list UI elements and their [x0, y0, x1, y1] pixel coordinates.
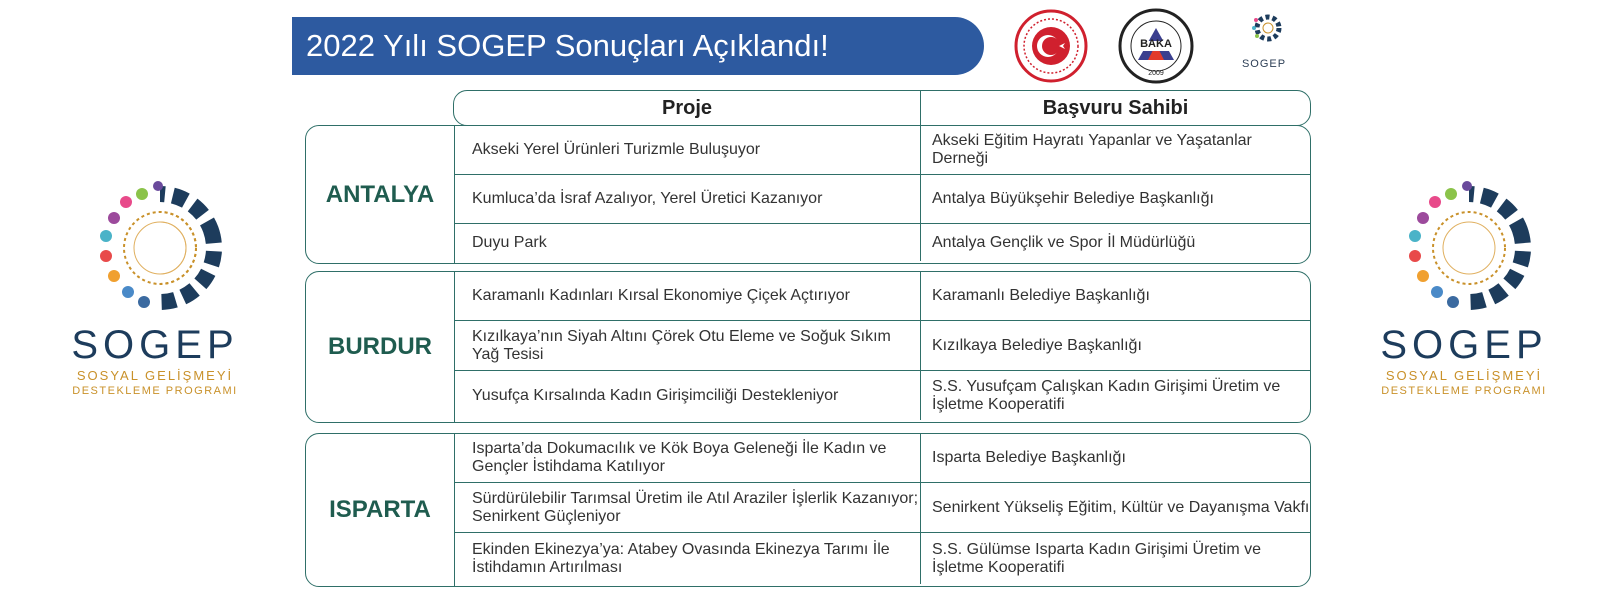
- table-row: [455, 175, 1310, 224]
- project-cell: Kumluca’da İsraf Azalıyor, Yerel Üretici Kazanıyor: [455, 175, 921, 223]
- column-header-sahip: Başvuru Sahibi: [1042, 97, 1189, 119]
- applicant-cell: Kızılkaya Belediye Başkanlığı: [932, 336, 1142, 354]
- table-row: [455, 321, 1310, 371]
- project-cell: Sürdürülebilir Tarımsal Üretim ile Atıl Araziler İşlerlik Kazanıyor; Senirkent Güçleniyor: [455, 483, 921, 532]
- region-group: [305, 433, 1311, 587]
- baka-logo: [1108, 8, 1204, 84]
- baka-year: 2009: [1148, 70, 1164, 77]
- project-cell: Ekinden Ekinezya’ya: Atabey Ovasında Ekinezya Tarımı İle İstihdamın Artırılması: [455, 533, 921, 584]
- applicant-cell: S.S. Yusufçam Çalışkan Kadın Girişimi Üretim ve İşletme Kooperatifi: [932, 377, 1281, 413]
- project-cell: Karamanlı Kadınları Kırsal Ekonomiye Çiçek Açtırıyor: [455, 272, 921, 320]
- table-row: [455, 483, 1310, 533]
- applicant-cell: Senirkent Yükseliş Eğitim, Kültür ve Dayanışma Vakfı: [932, 498, 1310, 516]
- sogep-small-label: SOGEP: [1241, 58, 1287, 70]
- baka-text: BAKA: [1140, 38, 1172, 50]
- sogep-logo-left: [40, 180, 270, 397]
- applicant-cell: Karamanlı Belediye Başkanlığı: [932, 287, 1150, 304]
- title-banner: [292, 17, 984, 75]
- sogep-sub1-left: SOSYAL GELİŞMEYİ: [76, 368, 234, 383]
- table-row: [455, 126, 1310, 175]
- sogep-gear-icon: [1389, 180, 1539, 320]
- column-header-proje: Proje: [454, 91, 921, 125]
- project-cell: Yusufça Kırsalında Kadın Girişimciliği Destekleniyor: [455, 371, 921, 420]
- sogep-brand-right: SOGEP: [1380, 323, 1548, 367]
- region-label: BURDUR: [306, 272, 455, 422]
- sogep-sub2-right: DESTEKLEME PROGRAMI: [1381, 385, 1547, 397]
- table-header: [453, 90, 1311, 126]
- project-cell: Akseki Yerel Ürünleri Turizmle Buluşuyor: [455, 126, 921, 174]
- table-row: [455, 533, 1310, 584]
- applicant-cell: Antalya Gençlik ve Spor İl Müdürlüğü: [932, 233, 1196, 251]
- table-row: [455, 371, 1310, 420]
- sogep-sub1-right: SOSYAL GELİŞMEYİ: [1385, 368, 1543, 383]
- region-group: [305, 125, 1311, 264]
- applicant-cell: Isparta Belediye Başkanlığı: [932, 449, 1126, 466]
- project-cell: Kızılkaya’nın Siyah Altını Çörek Otu Eleme ve Soğuk Sıkım Yağ Tesisi: [455, 321, 921, 370]
- sogep-gear-icon: [80, 180, 230, 320]
- page-title: 2022 Yılı SOGEP Sonuçları Açıklandı!: [306, 28, 829, 63]
- table-row: [455, 272, 1310, 321]
- project-cell: Isparta’da Dokumacılık ve Kök Boya Geleneği İle Kadın ve Gençler İstihdama Katılıyor: [455, 434, 921, 482]
- sogep-sub2-left: DESTEKLEME PROGRAMI: [72, 385, 238, 397]
- region-label: ANTALYA: [306, 126, 455, 263]
- applicant-cell: Antalya Büyükşehir Belediye Başkanlığı: [932, 190, 1214, 207]
- region-group: [305, 271, 1311, 423]
- sogep-logo-right: [1349, 180, 1579, 397]
- region-label: ISPARTA: [306, 434, 455, 586]
- ministry-emblem-icon: [1003, 8, 1099, 84]
- table-row: [455, 224, 1310, 261]
- table-row: [455, 434, 1310, 483]
- project-cell: Duyu Park: [455, 224, 921, 261]
- applicant-cell: S.S. Gülümse Isparta Kadın Girişimi Üretim ve İşletme Kooperatifi: [932, 540, 1261, 576]
- sogep-brand-left: SOGEP: [71, 323, 239, 367]
- applicant-cell: Akseki Eğitim Hayratı Yapanlar ve Yaşatanlar Derneği: [932, 132, 1252, 167]
